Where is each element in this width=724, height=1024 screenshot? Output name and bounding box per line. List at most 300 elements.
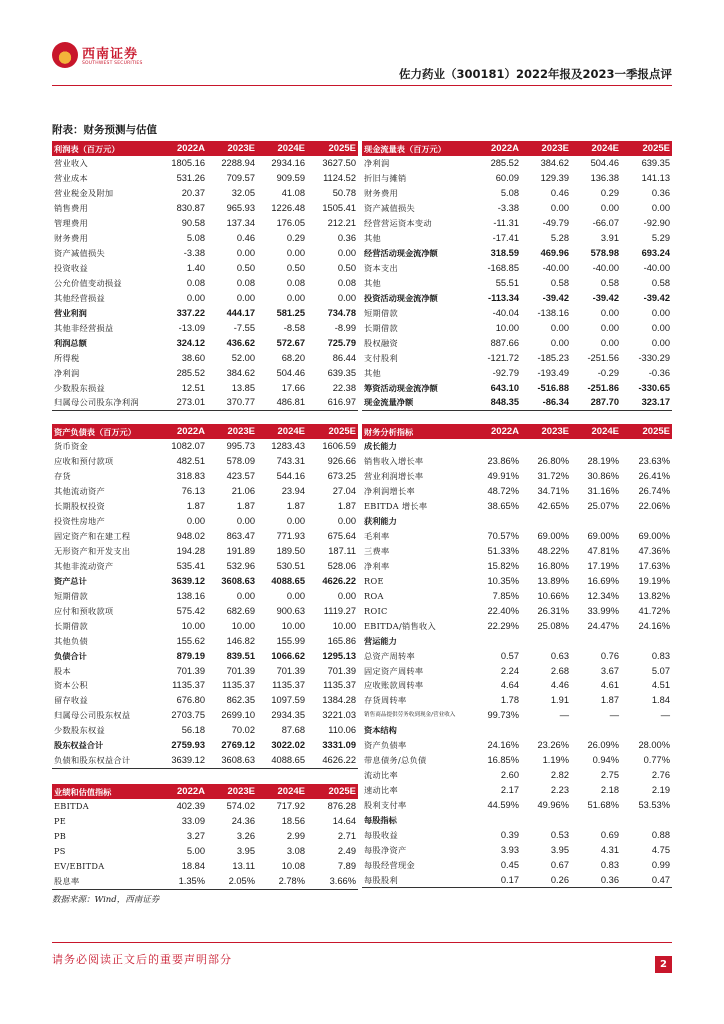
cell-value: 771.93 [276,531,305,542]
cell-value: 717.92 [276,801,305,812]
report-title: 佐力药业（300181）2022年报及2023一季报点评 [398,67,672,81]
row-label: PS [54,846,66,857]
cell-value: -0.36 [648,367,670,378]
row-label: 其他 [364,367,381,378]
cell-value: 38.65% [487,501,519,512]
cell-value [571,439,621,454]
table-title: 财务分析指标 [362,424,471,439]
cell-value: 0.50 [337,263,356,274]
table-row [362,395,672,410]
row-label: 资本公积 [54,680,88,691]
table-row [52,439,358,454]
row-label: 销售收入增长率 [364,456,424,467]
cell-value: 10.00 [231,620,255,631]
cell-value: 31.72% [537,471,569,482]
table-row [52,231,358,246]
row-label: ROIC [364,605,388,616]
cell-value: 0.88 [651,829,670,840]
cell-value: 2769.12 [221,740,255,751]
cell-value: 574.02 [226,801,255,812]
cell-value: 444.17 [226,307,255,318]
valuation-table [52,784,358,890]
cell-value: 504.46 [590,158,619,169]
cell-value: 10.35% [487,575,519,586]
page-number: 2 [655,956,672,973]
table-row [52,261,358,276]
table-row [52,663,358,678]
row-label: 负债合计 [54,650,87,661]
table-row [52,588,358,603]
cell-value: 530.51 [276,560,305,571]
cell-value [471,439,521,454]
cell-value: 110.06 [328,725,356,736]
table-row [362,335,672,350]
cell-value: 0.00 [600,307,619,318]
row-label: 总资产周转率 [364,650,415,661]
cell-value: 900.63 [276,605,305,616]
cell-value: 0.08 [186,277,205,288]
cell-value: 86.44 [332,352,356,363]
cell-value: 4088.65 [271,755,305,766]
cell-value: 578.09 [226,456,255,467]
cell-value: 0.69 [600,829,619,840]
row-label: 经营营运资本变动 [364,218,432,229]
row-label: 管理费用 [54,218,88,229]
row-label: 少数股东权益 [54,725,105,736]
cell-value [471,812,521,827]
table-row [362,723,672,738]
cell-value: 138.16 [176,590,205,601]
cell-value: 3.95 [236,846,255,857]
table-row [362,798,672,813]
cell-value: 10.66% [537,590,569,601]
cell-value: 23.86% [487,456,519,467]
cell-value [521,514,571,529]
cell-value: -121.72 [487,352,519,363]
cell-value: 13.89% [537,575,569,586]
column-header-year: 2022A [157,424,207,439]
cell-value: 1805.16 [171,158,205,169]
table-row [52,603,358,618]
row-label: 其他 [364,277,381,288]
row-label: 销售费用 [54,203,88,214]
table-row [52,559,358,574]
cell-value: 33.09 [181,816,205,827]
table-row [52,514,358,529]
cell-value: 13.11 [232,861,255,872]
cell-value: 3221.03 [322,710,356,721]
cell-value: -92.79 [492,367,519,378]
cell-value: 0.83 [651,650,670,661]
cell-value: 0.00 [600,203,619,214]
cell-value: 30.86% [587,471,619,482]
cell-value: 0.94% [592,755,619,766]
table-row [362,738,672,753]
row-label: 财务费用 [54,233,88,244]
column-header-year: 2023E [521,424,571,439]
cell-value: 2759.93 [171,740,205,751]
cell-value: -251.56 [587,352,619,363]
cell-value: 0.00 [337,248,356,259]
cell-value: 49.96% [537,799,569,810]
row-label: PE [54,816,67,827]
cell-value: 0.36 [337,233,356,244]
logo-subtext: SOUTHWEST SECURITIES [82,61,143,66]
cell-value: 709.57 [226,173,255,184]
cell-value: 176.05 [276,218,305,229]
cell-value: 1.78 [500,695,519,706]
cell-value: 0.36 [600,874,619,885]
cell-value: -0.29 [597,367,619,378]
cell-value: 0.45 [500,859,519,870]
cell-value: 0.58 [600,277,619,288]
cell-value: 0.39 [500,829,519,840]
cell-value: 531.26 [176,173,205,184]
row-label: 每股净资产 [364,844,407,855]
row-label: 股利支付率 [364,799,407,810]
table-row [362,469,672,484]
cell-value: 0.00 [550,322,569,333]
cell-value: 3.93 [500,844,519,855]
row-label: 资产减值损失 [364,203,415,214]
cell-value: 0.53 [550,829,569,840]
cell-value: -168.85 [487,263,519,274]
row-label: ROA [364,590,384,601]
table-row [52,454,358,469]
row-label: 股息率 [54,876,80,887]
row-label: 营业成本 [54,173,88,184]
column-header-year: 2023E [207,141,257,156]
cell-value: 1135.37 [222,680,255,691]
row-label: 长期股权投资 [54,501,105,512]
cell-value: 965.93 [226,203,255,214]
row-label: 股东权益合计 [54,740,104,751]
row-label: 其他流动资产 [54,486,105,497]
table-row [52,829,358,844]
table-row [362,484,672,499]
cell-value [621,723,672,738]
cell-value: 19.19% [638,575,670,586]
appendix-title: 附表：财务预测与估值 [52,124,157,136]
cell-value: 1135.37 [323,680,356,691]
column-header-year: 2023E [521,141,571,156]
row-label: EBITDA/销售收入 [364,620,436,631]
cell-value: 70.57% [487,531,519,542]
table-row [52,156,358,171]
cell-value: 725.79 [327,337,356,348]
cell-value: 323.17 [641,397,670,408]
row-label: 负债和股东权益合计 [54,755,131,766]
cell-value: 49.91% [487,471,519,482]
row-label: 其他 [364,233,381,244]
row-label: 留存收益 [54,695,88,706]
cell-value: -8.58 [283,322,305,333]
table-row [362,529,672,544]
cell-value: -7.55 [233,322,255,333]
cell-value: 2.18 [600,785,619,796]
row-label: 股权融资 [364,337,398,348]
row-label: 每股股利 [364,874,398,885]
cell-value: 4.75 [651,844,670,855]
cell-value: — [559,710,569,721]
cell-value: 33.99% [587,605,619,616]
cell-value: 436.62 [226,337,255,348]
cell-value: 165.86 [327,635,356,646]
cell-value: 0.08 [236,277,255,288]
column-header-year: 2024E [571,424,621,439]
table-row [362,768,672,783]
cell-value: 1606.59 [322,441,356,452]
cell-value: 31.16% [587,486,619,497]
table-row [52,276,358,291]
cell-value: 1124.52 [323,173,356,184]
cell-value: -11.31 [493,218,519,229]
table-row [362,708,672,723]
table-title: 现金流量表（百万元） [362,141,471,156]
cell-value: 1295.13 [322,650,356,661]
cell-value: 285.52 [490,158,519,169]
cell-value: 41.72% [638,605,670,616]
row-label: 长期借款 [364,322,398,333]
cell-value: 876.28 [327,801,356,812]
cell-value: 10.00 [495,322,519,333]
table-row [362,439,672,454]
cell-value: 99.73% [487,710,519,721]
cell-value: 41.08 [281,188,305,199]
table-row [362,380,672,395]
row-label: 营业收入 [54,158,88,169]
cell-value: 0.00 [236,292,255,303]
cell-value: 0.58 [651,277,670,288]
cell-value: 0.00 [550,337,569,348]
column-header-year: 2024E [571,141,621,156]
row-label: 其他经营损益 [54,292,105,303]
cell-value: 17.66 [281,382,305,393]
cell-value: 528.06 [327,560,356,571]
cell-value: 3.08 [286,846,305,857]
row-label: 存货 [54,471,71,482]
cell-value: 2934.16 [271,158,305,169]
table-row [52,499,358,514]
cell-value: 1135.37 [172,680,205,691]
cell-value: 1.40 [186,263,205,274]
cell-value: 1119.27 [323,605,356,616]
cell-value: 194.28 [176,546,205,557]
cell-value: 701.39 [176,665,205,676]
table-row [362,246,672,261]
cell-value [521,812,571,827]
table-row [362,305,672,320]
row-label: 资产减值损失 [54,248,105,259]
row-label: 资产负债率 [364,740,407,751]
table-row [362,603,672,618]
table-title: 利润表（百万元） [52,141,157,156]
cell-value: 0.08 [337,277,356,288]
cell-value: 862.35 [226,695,255,706]
cell-value: 2.49 [337,846,356,857]
cell-value: 0.67 [550,859,569,870]
cell-value: 4626.22 [322,575,356,586]
table-row [52,171,358,186]
balance-sheet-table [52,424,358,769]
financial-ratios-table [362,424,672,888]
table-row [362,350,672,365]
cell-value: 0.00 [186,292,205,303]
cell-value: 1283.43 [271,441,305,452]
cell-value: 1.87 [337,501,356,512]
cell-value: 26.74% [638,486,670,497]
cell-value: -40.00 [542,263,569,274]
cell-value: 318.83 [176,471,205,482]
cell-value: 48.72% [487,486,519,497]
cell-value: -40.04 [492,307,519,318]
cell-value: 693.24 [641,248,670,259]
row-label: 其他负债 [54,635,88,646]
cell-value: 136.38 [590,173,619,184]
row-label: 营业利润增长率 [364,471,424,482]
table-row [52,859,358,874]
table-row [52,395,358,410]
column-header-year: 2025E [621,141,672,156]
table-row [52,320,358,335]
cell-value: 1.87 [286,501,305,512]
cell-value: 575.42 [176,605,205,616]
table-row [52,573,358,588]
table-row [52,544,358,559]
cell-value: 16.69% [587,575,619,586]
row-label: 销售商品提供劳务收到现金/营业收入 [364,712,456,719]
row-label: 其他非流动资产 [54,560,114,571]
row-label: 短期借款 [364,307,398,318]
cell-value: 486.81 [276,397,305,408]
cell-value: 0.57 [500,650,519,661]
cell-value: -193.49 [537,367,569,378]
table-row [52,469,358,484]
cell-value: 26.80% [537,456,569,467]
footer-divider [52,942,672,943]
cell-value: 0.50 [236,263,255,274]
row-label: 带息债务/总负债 [364,755,427,766]
table-row [362,842,672,857]
cell-value: 2.99 [286,831,305,842]
cell-value: 4626.22 [322,755,356,766]
table-row [52,708,358,723]
table-row [362,648,672,663]
cell-value: 701.39 [327,665,356,676]
cell-value: 3608.63 [221,575,255,586]
cell-value [521,633,571,648]
row-label: 三费率 [364,546,390,557]
cell-value: 0.00 [236,590,255,601]
table-row [52,723,358,738]
cell-value: 0.76 [600,650,619,661]
table-row [52,633,358,648]
cell-value: 402.39 [176,801,205,812]
row-label: ROE [364,575,384,586]
row-label: 营业税金及附加 [54,188,114,199]
cell-value: 337.22 [176,307,205,318]
cell-value: 734.78 [327,307,356,318]
row-label: 固定资产周转率 [364,665,424,676]
cell-value: 572.67 [276,337,305,348]
cell-value: 69.00% [537,531,569,542]
cell-value: 56.18 [181,725,205,736]
table-row [362,663,672,678]
cell-value: 3639.12 [171,575,205,586]
cell-value: 0.00 [236,516,255,527]
cell-value: 5.08 [186,233,205,244]
cell-value: 948.02 [176,531,205,542]
cell-value: 4.46 [550,680,569,691]
cell-value: 324.12 [176,337,205,348]
cell-value: 544.16 [276,471,305,482]
column-header-year: 2025E [307,784,358,799]
cell-value: 2.76 [651,770,670,781]
table-row [52,678,358,693]
cell-value: 1.84 [651,695,670,706]
column-header-year: 2024E [257,784,307,799]
table-row [362,216,672,231]
cell-value: 1135.37 [272,680,305,691]
cell-value: 3022.02 [271,740,305,751]
column-header-year: 2022A [157,784,207,799]
cell-value: 18.84 [181,861,205,872]
cell-value: 0.00 [337,590,356,601]
cell-value: -39.42 [643,292,670,303]
table-row [52,874,358,889]
table-row [362,618,672,633]
cell-value: 384.62 [226,367,255,378]
row-label: EV/EBITDA [54,861,105,872]
table-row [52,648,358,663]
cell-value: 189.50 [276,546,305,557]
cell-value: 0.77% [643,755,670,766]
table-row [362,186,672,201]
row-label: 净利润 [54,367,80,378]
cell-value: -39.42 [542,292,569,303]
cell-value: -138.16 [537,307,569,318]
table-row [52,216,358,231]
cell-value: 2.75 [600,770,619,781]
cell-value: 187.11 [328,546,356,557]
table-row [362,231,672,246]
cell-value: 0.58 [550,277,569,288]
cell-value: 2.05% [228,876,255,887]
cell-value: 4.61 [600,680,619,691]
header-divider [52,85,672,86]
cell-value: 287.70 [590,397,619,408]
row-label: 长期借款 [54,620,88,631]
cell-value: 879.19 [176,650,205,661]
cell-value: 51.33% [487,546,519,557]
cell-value: 1.19% [542,755,569,766]
cell-value: 1082.07 [171,441,205,452]
cell-value: 4.31 [600,844,619,855]
cell-value: 7.85% [492,590,519,601]
row-label: 股本 [54,665,71,676]
cell-value: 3608.63 [221,755,255,766]
cell-value: 370.77 [226,397,255,408]
cell-value: 16.80% [537,560,569,571]
row-label: 所得税 [54,352,80,363]
table-row [362,678,672,693]
cell-value: 0.00 [186,516,205,527]
cell-value: 0.36 [651,188,670,199]
logo-mark-icon [52,42,78,68]
cell-value [621,439,672,454]
cell-value: 34.71% [537,486,569,497]
cell-value: 0.17 [500,874,519,885]
